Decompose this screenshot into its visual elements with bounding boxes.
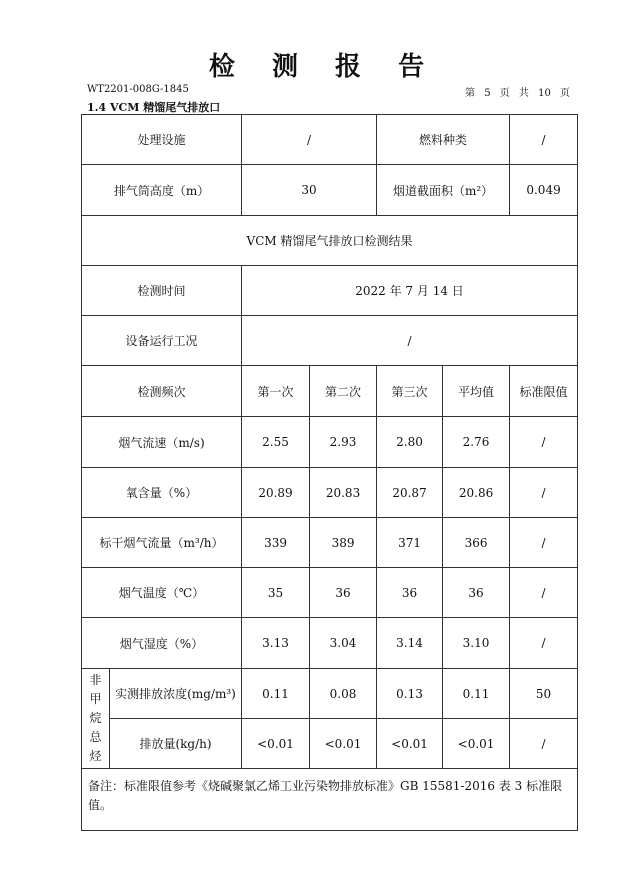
table-row	[82, 468, 578, 518]
results-table	[81, 114, 578, 831]
table-cell: <0.01	[310, 719, 377, 769]
table-row	[82, 618, 578, 669]
table-cell: 2.93	[310, 417, 377, 468]
table-cell: 3.13	[242, 618, 310, 669]
table-row	[82, 669, 578, 719]
nmhc-group-text: 非 甲 烷 总 烃	[89, 673, 102, 763]
table-cell: 389	[310, 518, 377, 568]
stack-height-value: 30	[242, 165, 377, 216]
condition-label: 设备运行工况	[82, 316, 242, 366]
table-row	[82, 568, 578, 618]
table-cell: 36	[377, 568, 443, 618]
param-label: 烟气湿度（%）	[82, 618, 242, 669]
fuel-label: 燃料种类	[377, 115, 510, 165]
table-cell: 36	[443, 568, 510, 618]
table-cell: 366	[443, 518, 510, 568]
results-heading: VCM 精馏尾气排放口检测结果	[82, 216, 578, 266]
facility-value: /	[242, 115, 377, 165]
nmhc-group-label	[82, 669, 110, 769]
table-cell: 0.13	[377, 669, 443, 719]
column-header-limit: 标准限值	[510, 366, 578, 417]
section-title: 1.4 VCM 精馏尾气排放口	[87, 101, 221, 114]
table-cell: 2.55	[242, 417, 310, 468]
table-cell: <0.01	[443, 719, 510, 769]
table-cell: 2.80	[377, 417, 443, 468]
condition-value: /	[242, 316, 578, 366]
column-header-average: 平均值	[443, 366, 510, 417]
table-cell: <0.01	[242, 719, 310, 769]
flue-area-label: 烟道截面积（m²）	[377, 165, 510, 216]
test-time-value: 2022 年 7 月 14 日	[242, 266, 578, 316]
column-header-frequency: 检测频次	[82, 366, 242, 417]
param-label: 实测排放浓度(mg/m³)	[110, 669, 242, 719]
table-cell: 3.04	[310, 618, 377, 669]
param-label: 标干烟气流量（m³/h）	[82, 518, 242, 568]
table-cell: 3.14	[377, 618, 443, 669]
table-cell: 20.89	[242, 468, 310, 518]
column-header-third: 第三次	[377, 366, 443, 417]
param-label: 氧含量（%）	[82, 468, 242, 518]
table-cell: /	[510, 618, 578, 669]
table-cell: /	[510, 719, 578, 769]
table-cell: 0.11	[443, 669, 510, 719]
column-header-second: 第二次	[310, 366, 377, 417]
table-cell: 2.76	[443, 417, 510, 468]
table-cell: 36	[310, 568, 377, 618]
page-indicator: 第 5 页 共 10 页	[465, 88, 570, 99]
test-time-label: 检测时间	[82, 266, 242, 316]
table-cell: /	[510, 417, 578, 468]
table-cell: 3.10	[443, 618, 510, 669]
table-cell: 371	[377, 518, 443, 568]
table-cell: <0.01	[377, 719, 443, 769]
table-cell: 0.11	[242, 669, 310, 719]
flue-area-value: 0.049	[510, 165, 578, 216]
table-row	[82, 518, 578, 568]
table-cell: 20.86	[443, 468, 510, 518]
table-cell: 50	[510, 669, 578, 719]
table-cell: /	[510, 568, 578, 618]
table-cell: 0.08	[310, 669, 377, 719]
document-number: WT2201-008G-1845	[87, 84, 189, 95]
table-cell: 20.87	[377, 468, 443, 518]
table-cell: 20.83	[310, 468, 377, 518]
table-cell: 35	[242, 568, 310, 618]
table-row	[82, 417, 578, 468]
remarks-note: 备注：标准限值参考《烧碱聚氯乙烯工业污染物排放标准》GB 15581-2016 表 3 标准限值。	[82, 769, 578, 831]
param-label: 排放量(kg/h)	[110, 719, 242, 769]
stack-height-label: 排气筒高度（m）	[82, 165, 242, 216]
table-cell: 339	[242, 518, 310, 568]
facility-label: 处理设施	[82, 115, 242, 165]
report-title: 检 测 报 告	[208, 52, 439, 82]
param-label: 烟气流速（m/s)	[82, 417, 242, 468]
table-row	[82, 719, 578, 769]
table-cell: /	[510, 518, 578, 568]
table-cell: /	[510, 468, 578, 518]
fuel-value: /	[510, 115, 578, 165]
param-label: 烟气温度（℃）	[82, 568, 242, 618]
column-header-first: 第一次	[242, 366, 310, 417]
